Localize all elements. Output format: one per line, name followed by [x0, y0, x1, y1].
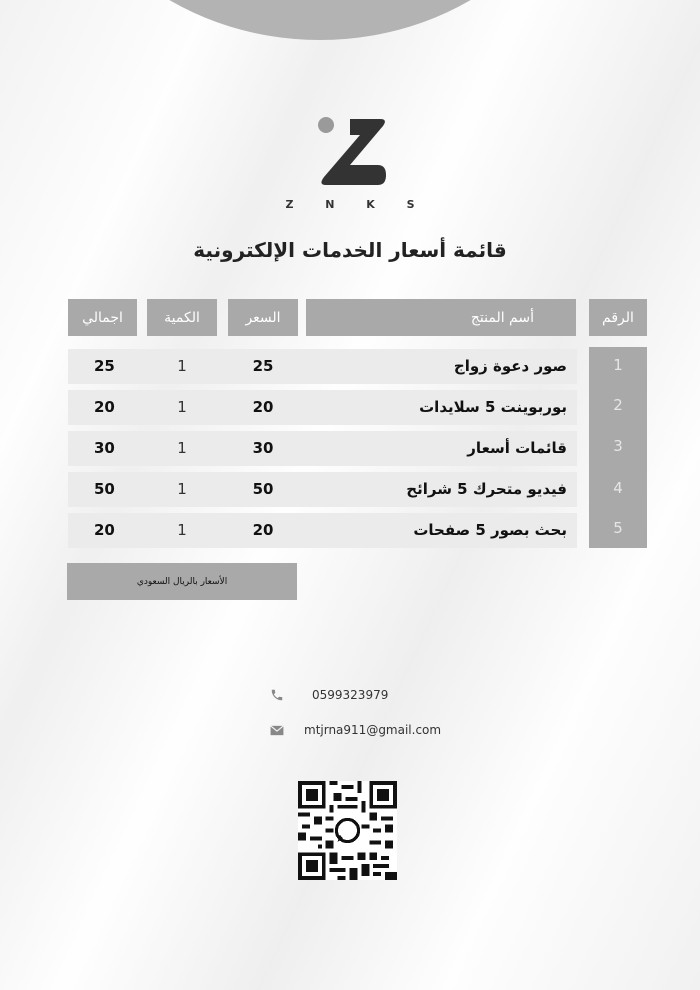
row-price: 20 [252, 398, 274, 416]
row-total: 20 [94, 398, 115, 416]
row-quantity: 1 [177, 357, 187, 375]
table-row [68, 472, 577, 507]
row-total: 50 [94, 480, 115, 498]
row-quantity: 1 [177, 439, 187, 457]
row-product: صور دعوة زواج [453, 357, 567, 375]
row-quantity: 1 [177, 480, 187, 498]
header-number: الرقم [589, 299, 647, 336]
qr-code-whatsapp-icon [298, 781, 397, 880]
row-product: بحث بصور 5 صفحات [413, 521, 567, 539]
header-product: أسم المنتج [306, 299, 576, 336]
row-price: 25 [252, 357, 274, 375]
brand-name: Z N K S [285, 198, 429, 211]
row-price: 50 [252, 480, 274, 498]
number-column [589, 347, 647, 548]
currency-note: الأسعار بالريال السعودي [67, 563, 297, 600]
row-price: 20 [252, 521, 274, 539]
phone-number: 0599323979 [312, 688, 389, 702]
row-price: 30 [252, 439, 274, 457]
phone-icon [270, 688, 284, 702]
row-quantity: 1 [177, 521, 187, 539]
email-contact [270, 720, 441, 740]
table-row [68, 390, 577, 425]
znks-logo-icon [312, 113, 392, 188]
row-number: 1 [613, 356, 623, 374]
row-number: 3 [613, 437, 623, 455]
row-total: 30 [94, 439, 115, 457]
row-number: 5 [613, 519, 623, 537]
row-quantity: 1 [177, 398, 187, 416]
row-product: قائمات أسعار [467, 439, 567, 457]
row-number: 2 [613, 396, 623, 414]
header-total: اجمالي [68, 299, 137, 336]
phone-contact [270, 685, 388, 705]
table-row [68, 431, 577, 466]
table-row [68, 349, 577, 384]
row-product: فيديو متحرك 5 شرائح [406, 480, 567, 498]
row-total: 20 [94, 521, 115, 539]
page-title: قائمة أسعار الخدمات الإلكترونية [193, 238, 507, 262]
row-number: 4 [613, 479, 623, 497]
email-icon [270, 725, 284, 736]
header-quantity: الكمية [147, 299, 217, 336]
table-row [68, 513, 577, 548]
watermark [566, 956, 694, 986]
email-address: mtjrna911@gmail.com [304, 723, 442, 737]
header-price: السعر [228, 299, 298, 336]
row-product: بوربوينت 5 سلايدات [419, 398, 567, 416]
row-total: 25 [94, 357, 115, 375]
